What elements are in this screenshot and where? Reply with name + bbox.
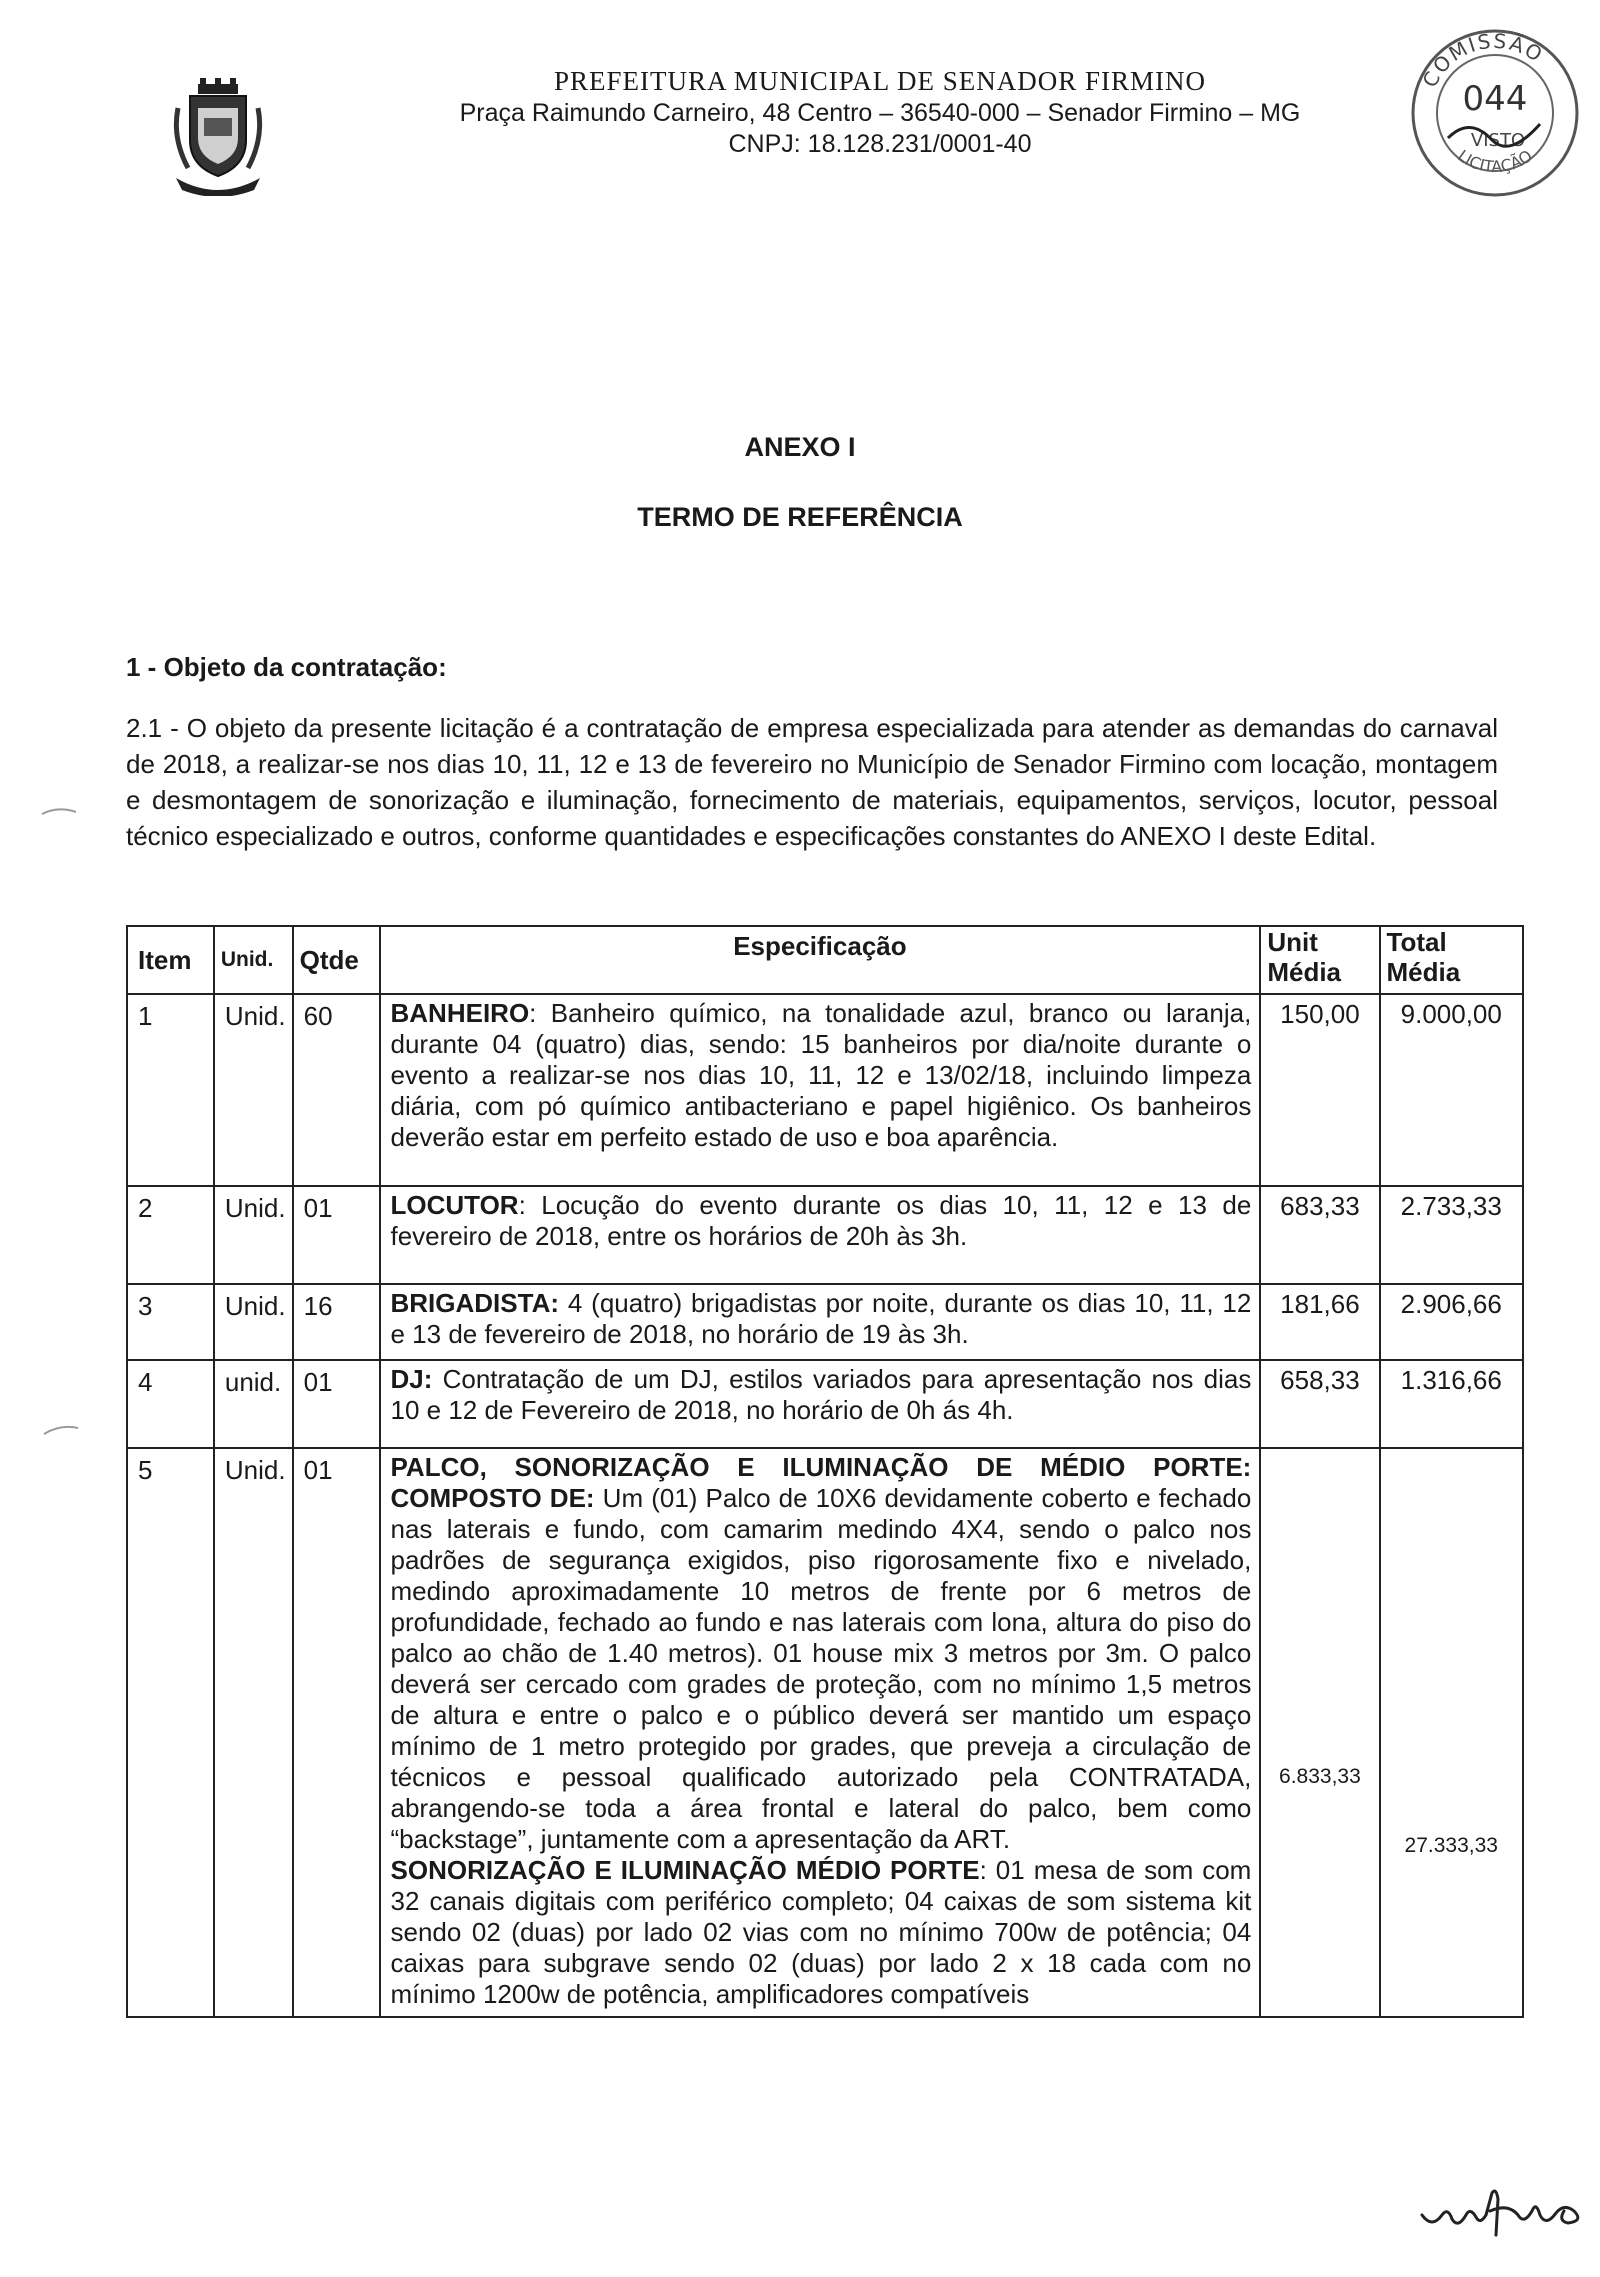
row-qtde: 16 — [293, 1284, 380, 1360]
row-total-price: 1.316,66 — [1380, 1360, 1523, 1448]
margin-mark — [42, 1422, 82, 1436]
header-item: Item — [127, 926, 214, 994]
row-unit-price: 683,33 — [1260, 1186, 1379, 1284]
municipality-name: PREFEITURA MUNICIPAL DE SENADOR FIRMINO — [553, 66, 1207, 96]
row-total-price: 9.000,00 — [1380, 994, 1523, 1186]
row-spec-label: PALCO, SONORIZAÇÃO E ILUMINAÇÃO DE MÉDIO PORTE: COMPOSTO DE: — [390, 1452, 1252, 1513]
row-spec-label-2: SONORIZAÇÃO E ILUMINAÇÃO MÉDIO PORTE — [390, 1855, 980, 1885]
row-spec — [380, 1360, 1261, 1448]
table-row — [127, 1448, 1523, 2017]
stamp-visto: VISTO — [1470, 130, 1526, 151]
row-spec-label: LOCUTOR — [390, 1190, 519, 1220]
row-unit-price: 181,66 — [1260, 1284, 1379, 1360]
row-spec — [380, 994, 1261, 1186]
header-total — [1380, 926, 1523, 994]
row-unid: Unid. — [214, 1186, 293, 1284]
row-spec-label: BRIGADISTA: — [390, 1288, 560, 1318]
row-spec — [380, 1186, 1261, 1284]
header-unit — [1260, 926, 1379, 994]
row-item: 2 — [127, 1186, 214, 1284]
header-unid: Unid. — [214, 926, 293, 994]
stamp-bottom-text: LICITAÇÃO — [1454, 145, 1536, 177]
row-item: 1 — [127, 994, 214, 1186]
table-header-row — [127, 926, 1523, 994]
row-spec-text: : Banheiro químico, na tonalidade azul, branco ou laranja, durante 04 (quatro) dias, sendo: 15 banheiros por dia/noite durante o evento a realizar-se nos dias 10, 11, 12 e 13/02/18, incluindo limpeza diária, com pó químico antibacteriano e papel higiênico. Os banheiros deverão estar em perfeito estado de uso e boa aparência. — [390, 998, 1252, 1152]
row-spec-text: Contratação de um DJ, estilos variados para apresentação nos dias 10 e 12 de Fevereiro de 2018, no horário de 0h ás 4h. — [390, 1364, 1252, 1425]
row-total-price: 2.733,33 — [1380, 1186, 1523, 1284]
object-paragraph: 2.1 - O objeto da presente licitação é a contratação de empresa especializada para atender as demandas do carnaval de 2018, a realizar-se nos dias 10, 11, 12 e 13 de fevereiro no Município de Senador Firmino com locação, montagem e desmontagem de sonorização e iluminação, fornecimento de materiais, equipamentos, serviços, locutor, pessoal técnico especializado e outros, conforme quantidades e especificações constantes do ANEXO I deste Edital. — [126, 713, 1498, 851]
row-unit-price: 658,33 — [1260, 1360, 1379, 1448]
municipality-address: Praça Raimundo Carneiro, 48 Centro – 36540-000 – Senador Firmino – MG — [459, 99, 1301, 127]
row-total-price: 27.333,33 — [1380, 1448, 1523, 2017]
stamp-top-text: COMISSÃO — [1417, 28, 1549, 92]
row-qtde: 01 — [293, 1448, 380, 2017]
document-title: TERMO DE REFERÊNCIA — [637, 502, 963, 532]
row-unid: Unid. — [214, 1284, 293, 1360]
row-spec-label: BANHEIRO — [390, 998, 530, 1028]
row-spec-text-2: : 01 mesa de som com 32 canais digitais com periférico completo; 04 caixas de som sistema kit sendo 02 (duas) por lado 02 vias com no mínimo 700w de potência; 04 caixas para subgrave sendo 02 (duas) por lado 2 x 18 cada com no mínimo 1200w de potência, amplificadores compatíveis — [390, 1855, 1252, 2009]
row-unid: Unid. — [214, 994, 293, 1186]
row-qtde: 01 — [293, 1186, 380, 1284]
header-qtde: Qtde — [293, 926, 380, 994]
items-table — [126, 925, 1524, 2018]
row-unid: unid. — [214, 1360, 293, 1448]
header-unit-line2: Média — [1267, 957, 1342, 987]
row-spec — [380, 1448, 1261, 2017]
header-unit-line1: Unit — [1267, 927, 1318, 957]
section-title: 1 - Objeto da contratação: — [126, 652, 447, 682]
row-item: 5 — [127, 1448, 214, 2017]
annex-heading: ANEXO I — [744, 432, 856, 462]
row-spec — [380, 1284, 1261, 1360]
municipal-crest-logo — [168, 78, 268, 196]
header-total-line2: Média — [1386, 957, 1461, 987]
row-spec-text: : Locução do evento durante os dias 10, 11, 12 e 13 de fevereiro de 2018, entre os horários de 20h às 3h. — [390, 1190, 1252, 1251]
table-row — [127, 1284, 1523, 1360]
row-item: 3 — [127, 1284, 214, 1360]
row-total-price: 2.906,66 — [1380, 1284, 1523, 1360]
row-spec-text: Um (01) Palco de 10X6 devidamente coberto e fechado nas laterais e fundo, com camarim medindo 4X4, sendo o palco nos padrões de segurança exigidos, piso rigorosamente fixo e nivelado, medindo aproximadamente 10 metros de frente por 6 metros de profundidade, fechado ao fundo e nas laterais com lona, altura do piso do palco ao chão de 1.40 metros). 01 house mix 3 metros por 3m. O palco deverá ser cercado com grades de proteção, com no mínimo 1,5 metros de altura e entre o palco e o público deverá ser mantido um espaço mínimo de 1 metro protegido por grades, que preveja a circulação de técnicos e pessoal qualificado autorizado pela CONTRATADA, abrangendo-se toda a área frontal e lateral do palco, bem como “backstage”, juntamente com a apresentação da ART. — [390, 1483, 1252, 1854]
row-spec-text: 4 (quatro) brigadistas por noite, durante os dias 10, 11, 12 e 13 de fevereiro de 2018, no horário de 19 às 3h. — [390, 1288, 1252, 1349]
row-unit-price: 150,00 — [1260, 994, 1379, 1186]
municipality-cnpj: CNPJ: 18.128.231/0001-40 — [728, 130, 1032, 158]
stamp-number: 044 — [1462, 79, 1528, 119]
row-qtde: 60 — [293, 994, 380, 1186]
table-row — [127, 1186, 1523, 1284]
letterhead — [380, 64, 1380, 160]
row-unit-price: 6.833,33 — [1260, 1448, 1379, 2017]
commission-stamp — [1400, 18, 1590, 208]
table-row — [127, 1360, 1523, 1448]
header-spec: Especificação — [380, 926, 1261, 994]
row-spec-label: DJ: — [390, 1364, 433, 1394]
row-unid: Unid. — [214, 1448, 293, 2017]
table-row — [127, 994, 1523, 1186]
handwritten-signature — [1418, 2185, 1593, 2245]
row-item: 4 — [127, 1360, 214, 1448]
header-total-line1: Total — [1386, 927, 1447, 957]
margin-mark — [40, 804, 80, 818]
row-qtde: 01 — [293, 1360, 380, 1448]
